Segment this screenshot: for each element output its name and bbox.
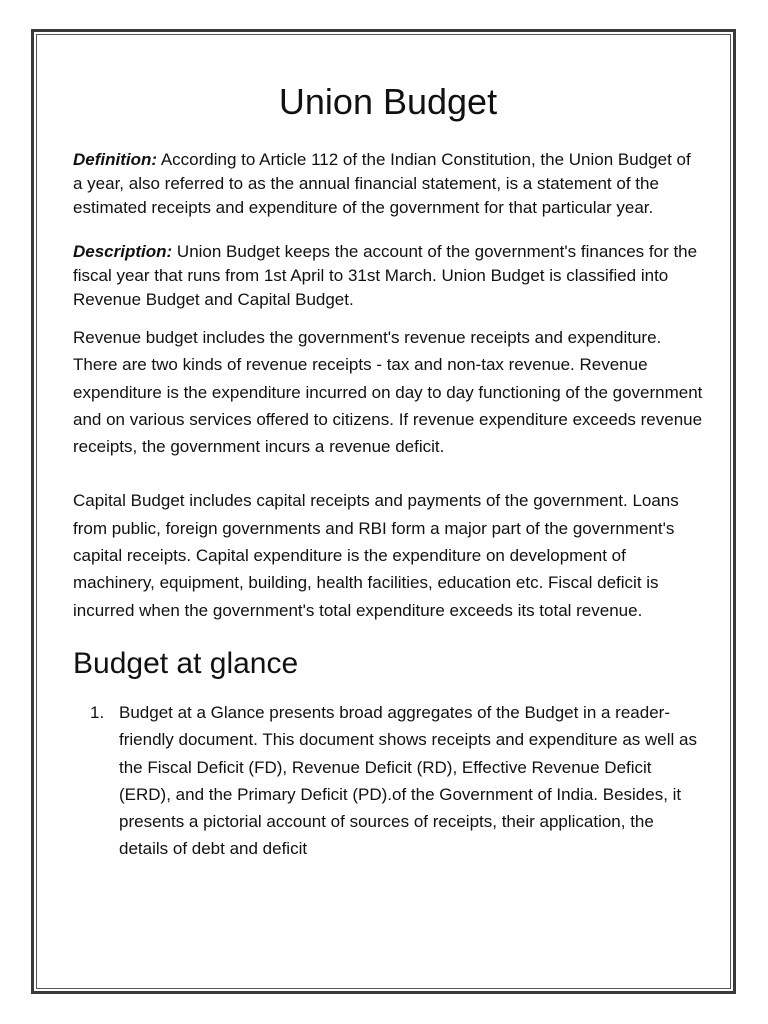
section-heading: Budget at glance xyxy=(73,646,299,680)
page-title: Union Budget xyxy=(278,81,498,122)
document-body xyxy=(73,80,703,863)
capital-budget-paragraph: Capital Budget includes capital receipts and payments of the government. Loans from public, foreign governments and RBI form a major part of the government's capital receipts. Capital expenditure is the expenditure on development of machinery, equipment, building, health facilities, education etc. Fiscal deficit is incurred when the government's total expenditure exceeds its total revenue. xyxy=(73,491,679,620)
description-paragraph xyxy=(73,240,703,312)
budget-glance-list xyxy=(73,699,703,863)
revenue-budget-paragraph: Revenue budget includes the government's revenue receipts and expenditure. There are two kinds of revenue receipts - tax and non-tax revenue. Revenue expenditure is the expenditure incurred on day to day functioning of the government and on various services offered to citizens. If revenue expenditure exceeds revenue receipts, the government incurs a revenue deficit. xyxy=(73,328,703,457)
definition-text: According to Article 112 of the Indian Constitution, the Union Budget of a year, also referred to as the annual financial statement, is a statement of the estimated receipts and expenditure of the government for that particular year. xyxy=(73,150,691,217)
list-item-text: Budget at a Glance presents broad aggregates of the Budget in a reader-friendly document. This document shows receipts and expenditure as well as the Fiscal Deficit (FD), Revenue Deficit (RD), Effective Revenue Deficit (ERD), and the Primary Deficit (PD).of the Government of India. Besides, it presents a pictorial account of sources of receipts, their application, the details of debt and deficit xyxy=(119,702,697,859)
definition-paragraph xyxy=(73,148,703,220)
description-lead: Description: xyxy=(73,242,173,261)
definition-lead: Definition: xyxy=(73,150,158,169)
list-item-number: 1. xyxy=(90,702,105,722)
list-item xyxy=(73,699,703,863)
description-text: Union Budget keeps the account of the government's finances for the fiscal year that runs from 1st April to 31st March. Union Budget is classified into Revenue Budget and Capital Budget. xyxy=(73,242,698,309)
